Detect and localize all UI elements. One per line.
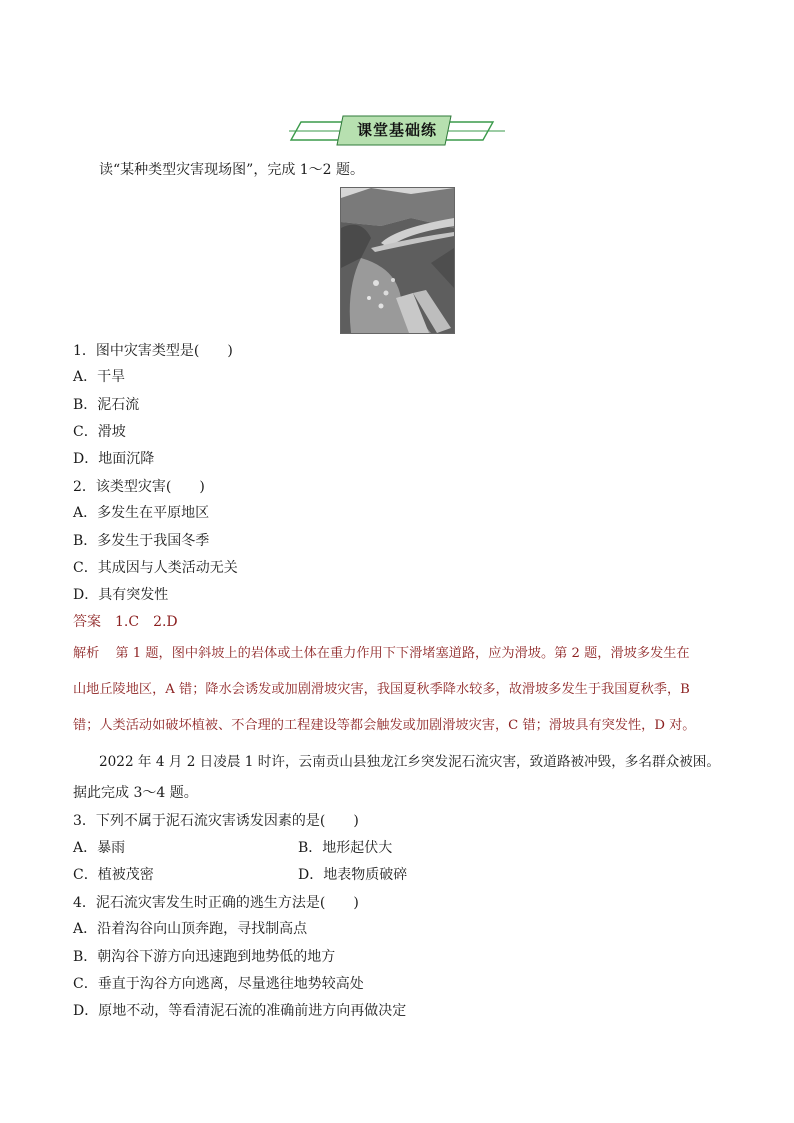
explanation-line-2: 山地丘陵地区，A 错；降水会诱发或加剧滑坡灾害，我国夏秋季降水较多，故滑坡多发生于我国夏秋季，B — [73, 682, 690, 697]
q2-option-a: A．多发生在平原地区 — [73, 505, 210, 521]
intro-1: 读“某种类型灾害现场图”，完成 1～2 题。 — [99, 162, 365, 178]
q1-option-a: A．干旱 — [73, 369, 126, 385]
answer-label: 答案 — [73, 614, 101, 630]
q1-stem: 1．图中灾害类型是( ) — [73, 343, 233, 359]
q3-option-d: D．地表物质破碎 — [298, 867, 408, 883]
explanation-label: 解析 — [73, 646, 100, 661]
q1-option-d: D．地面沉降 — [73, 451, 155, 467]
q4-option-c: C．垂直于沟谷方向逃离，尽量逃往地势较高处 — [73, 976, 364, 992]
q4-stem: 4．泥石流灾害发生时正确的逃生方法是( ) — [73, 895, 359, 911]
explanation-line-3: 错；人类活动如破坏植被、不合理的工程建设等都会触发或加剧滑坡灾害，C 错；滑坡具有突发性，D 对。 — [73, 718, 696, 733]
q1-option-c: C．滑坡 — [73, 424, 126, 440]
q3-option-b: B．地形起伏大 — [298, 840, 393, 856]
intro-2-line-2: 据此完成 3～4 题。 — [73, 785, 198, 801]
q2-option-b: B．多发生于我国冬季 — [73, 533, 210, 549]
explanation-line-1: 解析 第 1 题，图中斜坡上的岩体或土体在重力作用下下滑堵塞道路，应为滑坡。第 2 题，滑坡多发生在 — [73, 646, 690, 661]
section-banner — [287, 110, 507, 150]
q4-option-d: D．原地不动，等看清泥石流的准确前进方向再做决定 — [73, 1003, 407, 1019]
q4-option-b: B．朝沟谷下游方向迅速跑到地势低的地方 — [73, 949, 336, 965]
landslide-photo — [340, 187, 455, 334]
q2-option-d: D．具有突发性 — [73, 587, 169, 603]
q3-option-c: C．植被茂密 — [73, 867, 154, 883]
q2-stem: 2．该类型灾害( ) — [73, 479, 205, 495]
answer — [73, 612, 178, 632]
section-title: 课堂基础练 — [356, 121, 437, 139]
q2-option-c: C．其成因与人类活动无关 — [73, 560, 238, 576]
answer-text: 1.C 2.D — [115, 614, 178, 630]
q3-option-a: A．暴雨 — [73, 840, 126, 856]
q1-option-b: B．泥石流 — [73, 397, 140, 413]
q4-option-a: A．沿着沟谷向山顶奔跑，寻找制高点 — [73, 921, 308, 937]
q3-stem: 3．下列不属于泥石流灾害诱发因素的是( ) — [73, 813, 359, 829]
intro-2-line-1: 2022 年 4 月 2 日凌晨 1 时许，云南贡山县独龙江乡突发泥石流灾害，致道路被冲毁，多名群众被困。 — [99, 754, 720, 770]
